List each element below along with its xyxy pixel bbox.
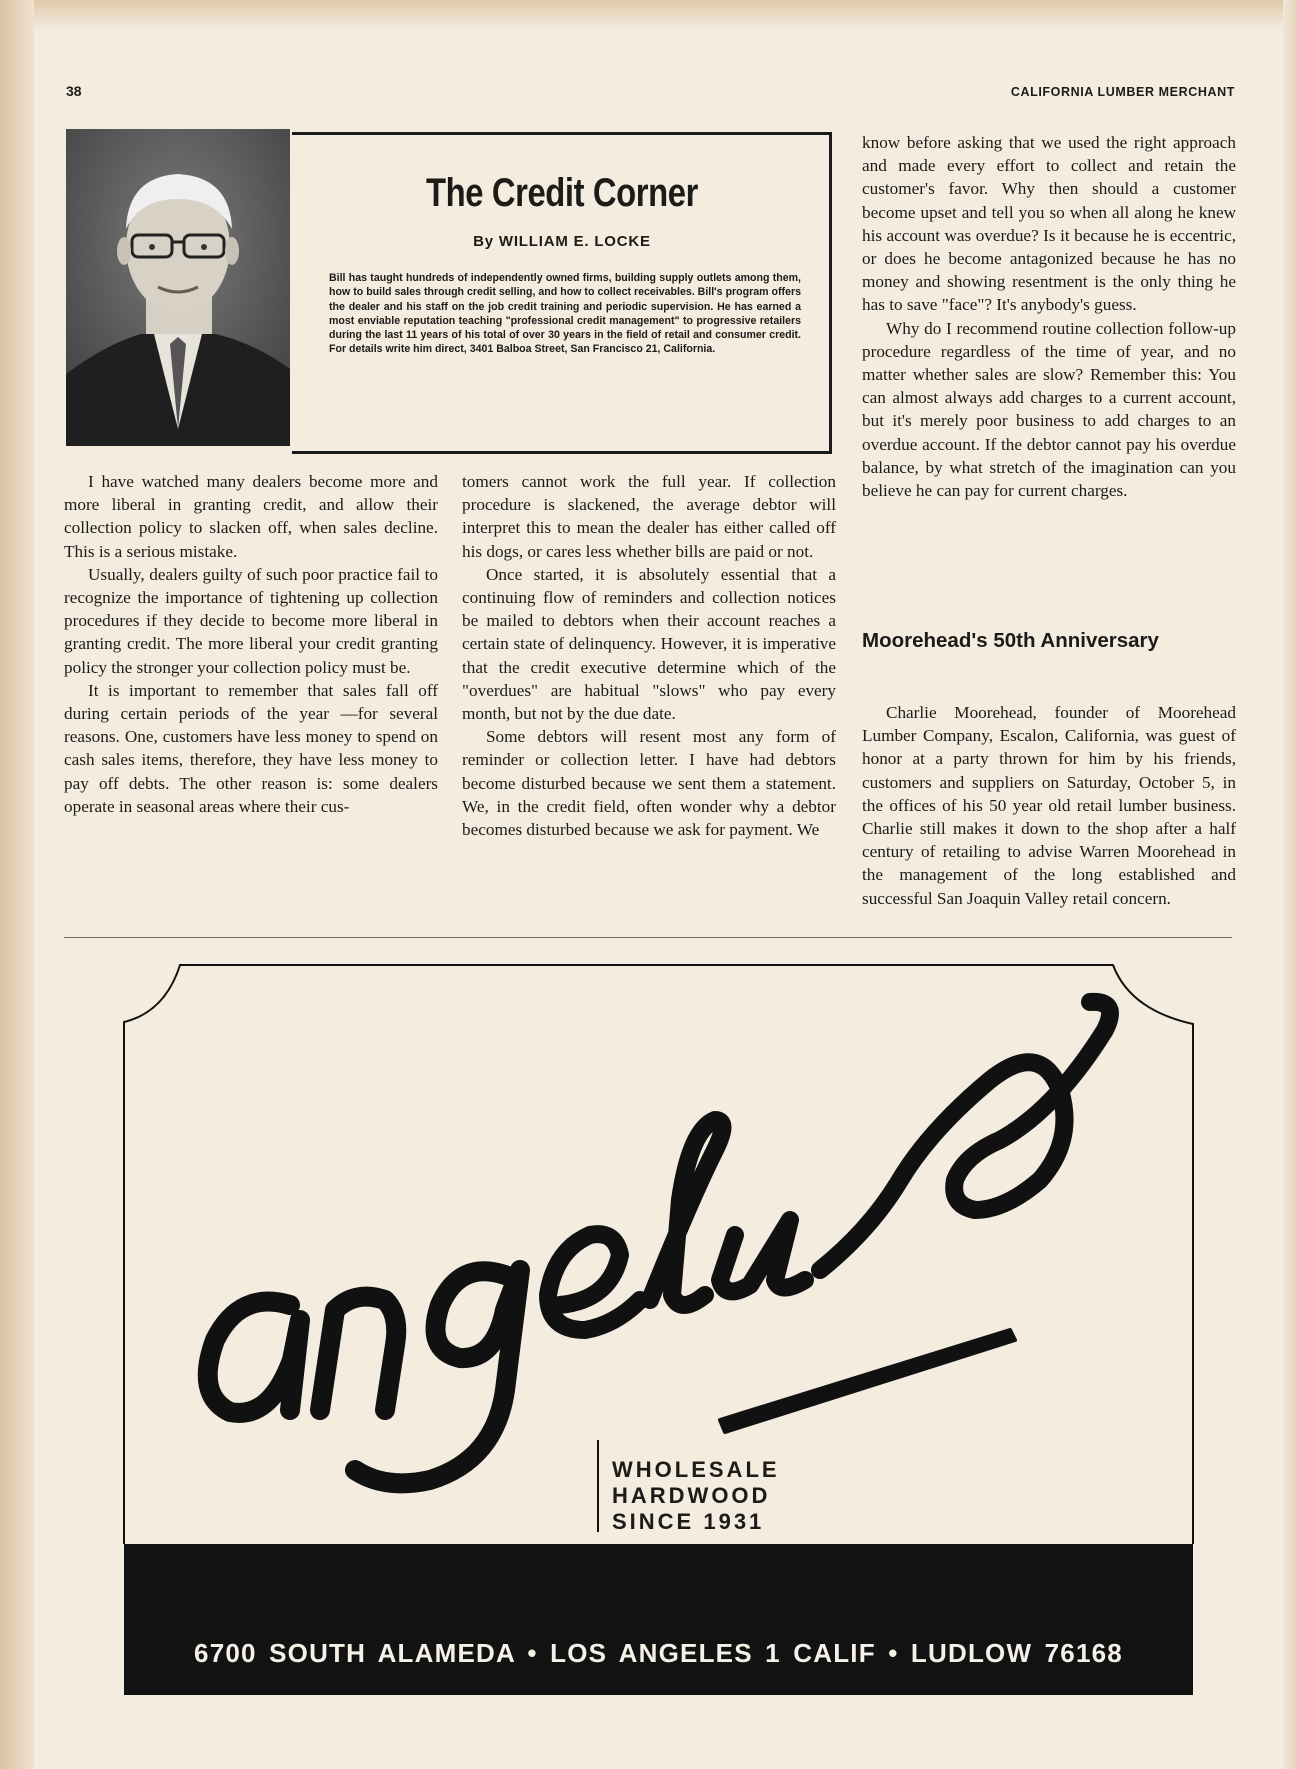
paragraph: Charlie Moorehead, founder of Moorehead Lumber Company, Escalon, California, was guest of honor at a party thrown for him by his friends, customers and suppliers on Saturday, October 5, in the offices of his 50 year old retail lumber business. Charlie still makes it down to the shop after a half century of retailing to advise Warren Moorehead in the management of the long established and successful San Joaquin Valley retail concern. (862, 703, 1236, 908)
anniversary-heading: Moorehead's 50th Anniversary (862, 629, 1159, 652)
ad-address-bar (124, 1544, 1193, 1695)
byline: By WILLIAM E. LOCKE (473, 233, 651, 250)
paragraph: It is important to remember that sales fall off during certain periods of the year —for several reasons. One, customers have less money to spend on cash sales items, therefore, they have less money to pay off debts. The other reason is: some dealers operate in seasonal areas where their cus- (64, 680, 438, 816)
running-head: CALIFORNIA LUMBER MERCHANT (1010, 85, 1235, 99)
paragraph: know before asking that we used the right approach and made every effort to collect and retain the customer's favor. Why then should a customer become upset and tell you so when all along he knew his account was overdue? Is it because he is eccentric, or does he become antagonized because he has no money and showing resentment is the only thing he has to save "face"? It's anybody's guess. (862, 133, 1236, 315)
paragraph: Once started, it is absolutely essential that a continuing flow of reminders and collection notices be mailed to debtors when their account reaches a certain state of delinquency. However, it is imperative that the credit executive determine which of the "overdues" are habitual "slows" who pay every month, but not by the due date. (462, 564, 836, 724)
page-number: 38 (66, 83, 82, 99)
paragraph: Some debtors will resent most any form of reminder or collection letter. I have had debtors become disturbed because we sent them a statement. We, in the credit field, often wonder why a debtor becomes disturbed because we ask for payment. We (462, 727, 836, 840)
column-title: The Credit Corner (426, 171, 698, 215)
ad-tagline: WHOLESALE HARDWOOD SINCE 1931 (612, 1457, 780, 1534)
paragraph: Why do I recommend routine collection follow-up procedure regardless of the time of year, and no matter whether sales are slow? Remember this: You can almost always add charges to a current account, but it's merely poor business to add charges to an overdue account. If the debtor cannot pay his overdue balance, by what stretch of the imagination can you believe he can pay for current charges. (862, 318, 1236, 501)
ad-address: 6700 SOUTH ALAMEDA • LOS ANGELES 1 CALIF • LUDLOW 76168 (194, 1638, 1123, 1668)
paragraph: I have watched many dealers become more and more liberal in granting credit, and allow their collection policy to slacken off, when sales decline. This is a serious mistake. (64, 472, 438, 561)
author-bio: Bill has taught hundreds of independently owned firms, building supply outlets among them, how to build sales through credit selling, and how to collect receivables. Bill's program offers the dealer and his staff on the job credit training and periodic supervision. He has earned a most enviable reputation teaching "professional credit management" to progressive retailers during the last 11 years of his total of over 30 years in the field of retail and consumer credit. For details write him direct, 3401 Balboa Street, San Francisco 21, California. (329, 272, 801, 356)
paragraph: Usually, dealers guilty of such poor practice fail to recognize the importance of tightening up collection procedures if they decide to become more liberal in granting credit. The more liberal your credit granting policy the stronger your collection policy must be. (64, 564, 438, 677)
paragraph: tomers cannot work the full year. If collection procedure is slackened, the average debtor will interpret this to mean the dealer has either called off his dogs, or cares less whether bills are paid or not. (462, 472, 836, 561)
